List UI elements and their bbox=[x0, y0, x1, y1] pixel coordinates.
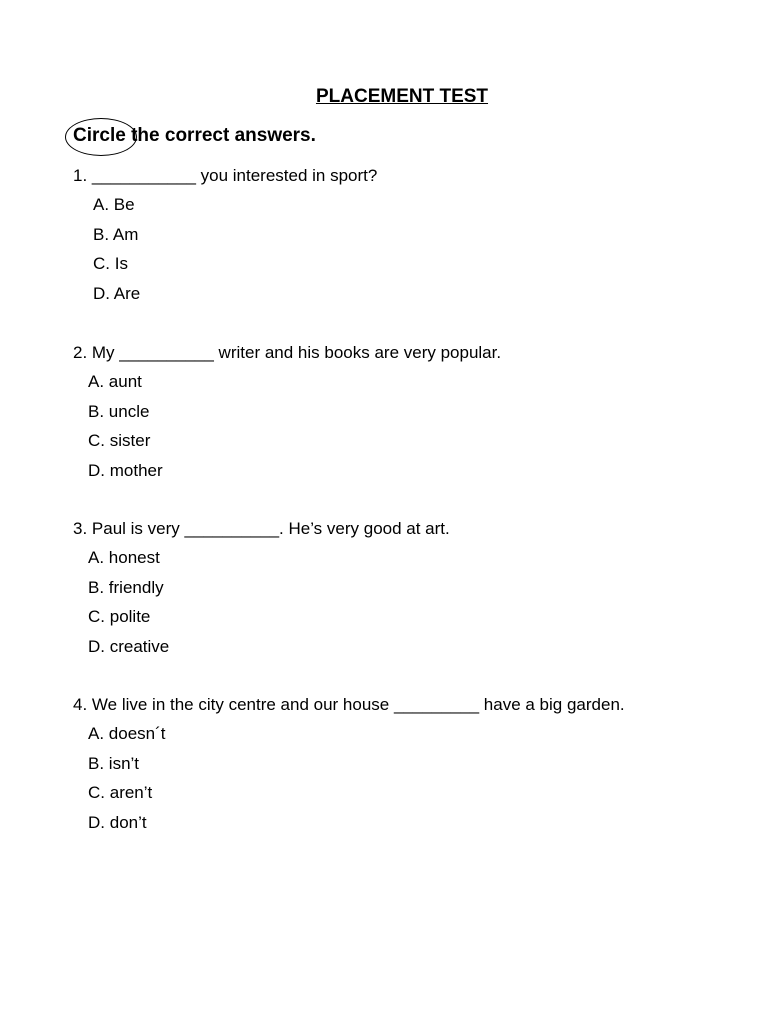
option-c[interactable] bbox=[73, 247, 377, 276]
option-letter: A . bbox=[88, 372, 109, 391]
option-a[interactable] bbox=[73, 365, 501, 394]
option-list bbox=[73, 365, 501, 483]
option-text: mother bbox=[109, 460, 163, 480]
question-2 bbox=[73, 341, 501, 483]
option-text: Is bbox=[114, 254, 128, 274]
option-c[interactable] bbox=[73, 776, 625, 805]
option-text: creative bbox=[109, 636, 170, 656]
option-letter: C . bbox=[88, 783, 110, 802]
option-text: uncle bbox=[108, 401, 150, 421]
option-c[interactable] bbox=[73, 424, 501, 453]
option-letter: C . bbox=[93, 254, 115, 273]
option-list bbox=[73, 188, 377, 306]
question-text: 2. My __________ writer and his books are very popular. bbox=[73, 343, 502, 362]
option-c[interactable] bbox=[73, 600, 450, 629]
option-letter: D . bbox=[88, 461, 110, 480]
option-letter: A . bbox=[88, 724, 109, 743]
option-letter: C . bbox=[88, 607, 110, 626]
option-text: isn’t bbox=[108, 753, 140, 773]
option-d[interactable] bbox=[73, 805, 625, 834]
option-letter: D . bbox=[93, 284, 114, 303]
option-letter: B . bbox=[88, 578, 109, 597]
question-3 bbox=[73, 517, 450, 659]
instruction-text: the correct answers. bbox=[131, 125, 316, 146]
option-letter: A . bbox=[88, 548, 109, 567]
option-a[interactable] bbox=[73, 717, 625, 746]
option-d[interactable] bbox=[73, 453, 501, 482]
circled-word-text: Circle bbox=[73, 125, 126, 146]
option-d[interactable] bbox=[73, 276, 377, 305]
question-4 bbox=[73, 693, 625, 835]
circled-word bbox=[73, 123, 126, 149]
option-letter: D . bbox=[88, 637, 110, 656]
option-a[interactable] bbox=[73, 188, 377, 217]
option-letter: C . bbox=[88, 431, 110, 450]
option-letter: B . bbox=[93, 225, 113, 244]
option-text: Are bbox=[113, 283, 141, 303]
option-text: honest bbox=[108, 548, 160, 568]
question-1 bbox=[73, 164, 377, 306]
option-b[interactable] bbox=[73, 746, 625, 775]
option-list bbox=[73, 541, 450, 659]
option-text: Am bbox=[112, 224, 139, 244]
circle-mark bbox=[65, 118, 137, 156]
option-d[interactable] bbox=[73, 629, 450, 658]
option-text: don’t bbox=[109, 812, 147, 832]
option-text: Be bbox=[113, 195, 135, 215]
option-letter: B . bbox=[88, 402, 109, 421]
option-b[interactable] bbox=[73, 394, 501, 423]
option-text: polite bbox=[109, 607, 151, 627]
option-b[interactable] bbox=[73, 570, 450, 599]
option-text: doesn´t bbox=[108, 724, 166, 744]
option-letter: A . bbox=[93, 195, 114, 214]
option-b[interactable] bbox=[73, 217, 377, 246]
page-title: PLACEMENT TEST bbox=[315, 86, 489, 107]
option-letter: D . bbox=[88, 813, 110, 832]
option-text: friendly bbox=[108, 577, 164, 597]
option-letter: B . bbox=[88, 754, 109, 773]
question-text: 3. Paul is very __________. He’s very good at art. bbox=[73, 519, 450, 538]
question-text: 1. ___________ you interested in sport? bbox=[73, 166, 378, 185]
option-text: sister bbox=[109, 431, 151, 451]
option-list bbox=[73, 717, 625, 835]
option-text: aunt bbox=[108, 372, 142, 392]
question-text: 4. We live in the city centre and our house _________ have a big garden. bbox=[73, 695, 625, 714]
instruction bbox=[73, 123, 316, 149]
option-a[interactable] bbox=[73, 541, 450, 570]
option-text: aren’t bbox=[109, 783, 153, 803]
